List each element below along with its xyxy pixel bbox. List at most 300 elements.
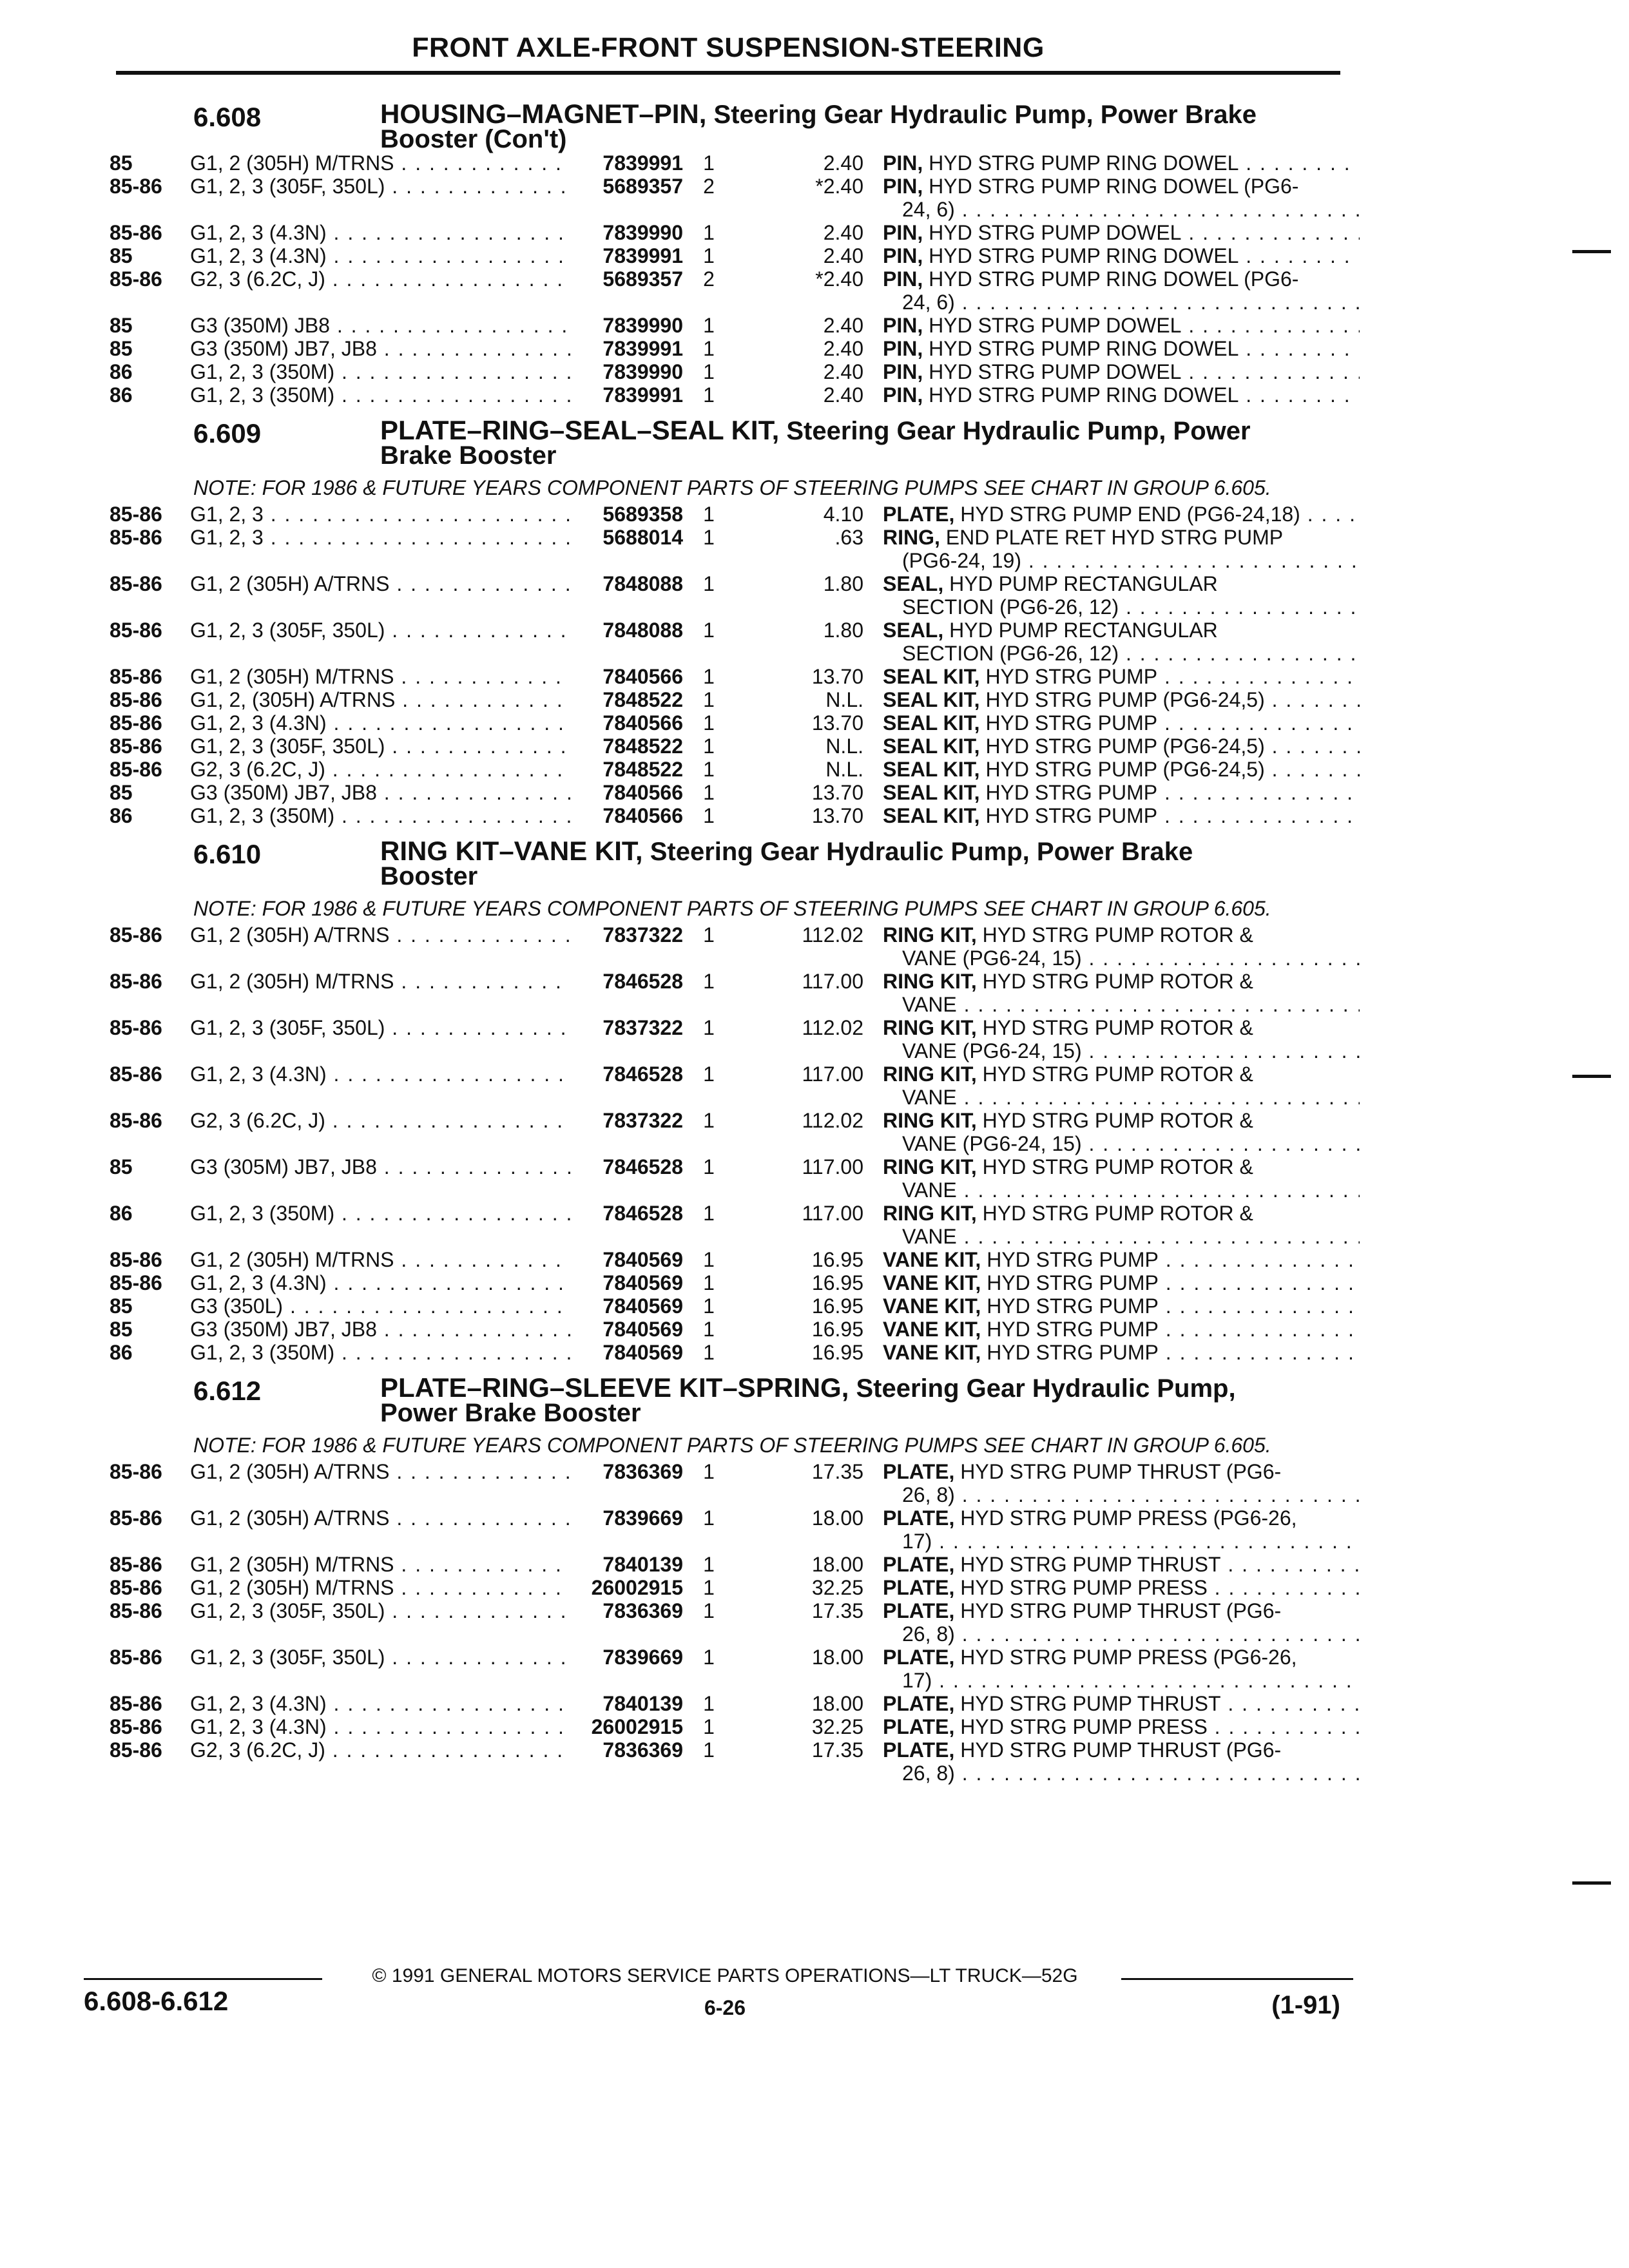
application [190,314,570,337]
description-line [883,1016,1360,1039]
description-line [883,1576,1360,1599]
application [190,1248,570,1271]
description-text: HYD STRG PUMP THRUST [954,1692,1221,1715]
description-line [883,360,1360,383]
quantity: 1 [703,1576,715,1599]
description [883,781,1360,804]
quantity: 1 [703,151,715,175]
section-title [380,99,1360,153]
quantity: 1 [703,619,715,642]
section-note: NOTE: FOR 1986 & FUTURE YEARS COMPONENT PARTS OF STEERING PUMPS SEE CHART IN GROUP 6.605. [193,476,1271,499]
application-text: G1, 2 (305H) M/TRNS . . . [190,1553,570,1576]
page-header-title: FRONT AXLE-FRONT SUSPENSION-STEERING [412,32,1045,63]
application [190,1599,570,1622]
quantity: 1 [703,970,715,993]
model-years: 85-86 [110,1248,162,1271]
model-years: 85-86 [110,619,162,642]
description-noun: RING KIT, [883,923,977,947]
description [883,503,1360,526]
description-text: HYD STRG PUMP RING DOWEL [923,151,1239,175]
table-row [103,360,1360,383]
part-number: 7840569 [602,1294,683,1318]
application [190,1715,570,1738]
quantity: 1 [703,314,715,337]
application [190,665,570,688]
description [883,337,1360,360]
description-line [883,1692,1360,1715]
model-years: 85-86 [110,758,162,781]
table-row [103,758,1360,781]
part-number: 7839991 [602,244,683,267]
quantity: 1 [703,1646,715,1669]
quantity: 1 [703,1294,715,1318]
description [883,1576,1360,1599]
description-line [883,503,1360,526]
description-line [883,267,1360,291]
model-years: 85-86 [110,970,162,993]
description-line [883,1738,1360,1762]
application [190,711,570,735]
price: 112.02 [802,1016,863,1039]
application-text: G1, 2, 3 (4.3N) . . . [190,244,570,267]
part-number: 7840139 [602,1692,683,1715]
description-text: HYD STRG PUMP THRUST (PG6- [954,1599,1282,1622]
quantity: 1 [703,221,715,244]
application [190,1692,570,1715]
quantity: 1 [703,1506,715,1530]
section-title-line [380,836,1360,866]
application-text: G1, 2, 3 . . . [190,503,570,526]
section-title-main: PLATE–RING–SEAL–SEAL KIT, [380,415,780,445]
description-text: HYD STRG PUMP RING DOWEL (PG6- [923,175,1299,198]
description-text: HYD STRG PUMP [981,1271,1159,1294]
description-line [883,572,1360,595]
part-number: 7840569 [602,1271,683,1294]
description-continuation: SECTION (PG6-26, 12) . . . [883,642,1360,665]
application [190,244,570,267]
model-years: 86 [110,383,133,407]
footer-rule-left [84,1978,322,1980]
price: 117.00 [802,970,863,993]
application [190,526,570,549]
table-row [103,151,1360,175]
section-title-line2: Booster [380,862,478,890]
description-continuation: 24, 6) . . . [883,291,1360,314]
model-years: 85-86 [110,1460,162,1483]
model-years: 85 [110,151,133,175]
table-row [103,1062,1360,1109]
table-row [103,735,1360,758]
part-number: 7837322 [602,923,683,947]
price: 18.00 [811,1506,863,1530]
table-row [103,688,1360,711]
description-line [883,244,1360,267]
table-row [103,923,1360,970]
description-line [883,923,1360,947]
description-line [883,151,1360,175]
quantity: 1 [703,1738,715,1762]
part-number: 7836369 [602,1460,683,1483]
price: 4.10 [823,503,863,526]
description [883,1318,1360,1341]
description-line [883,1202,1360,1225]
quantity: 1 [703,804,715,827]
quantity: 1 [703,1341,715,1364]
description-continuation: 26, 8) . . . [883,1762,1360,1785]
part-number: 7848088 [602,572,683,595]
application-text: G1, 2, 3 . . . [190,526,570,549]
description-text: HYD STRG PUMP ROTOR & [976,1016,1253,1039]
part-number: 7848522 [602,758,683,781]
description [883,1692,1360,1715]
application-text: G3 (350L) . . . [190,1294,570,1318]
description [883,244,1360,267]
part-number: 7840139 [602,1553,683,1576]
table-row [103,1553,1360,1576]
section-title-line [380,415,1360,445]
price: 13.70 [811,804,863,827]
application [190,1646,570,1669]
application-text: G3 (350M) JB7, JB8 . . . [190,781,570,804]
application-text: G1, 2, 3 (4.3N) . . . [190,1271,570,1294]
description-text: HYD STRG PUMP [981,1341,1159,1364]
model-years: 85-86 [110,735,162,758]
price: N.L. [825,758,863,781]
application-text: G1, 2, (305H) A/TRNS . . . [190,688,570,711]
description-text: HYD STRG PUMP PRESS (PG6-26, [954,1506,1297,1530]
price: 2.40 [823,360,863,383]
application-text: G1, 2, 3 (4.3N) . . . [190,221,570,244]
application [190,360,570,383]
model-years: 85-86 [110,267,162,291]
application [190,151,570,175]
price: 2.40 [823,383,863,407]
parts-listing [103,90,1360,1785]
description [883,221,1360,244]
description [883,1506,1360,1553]
model-years: 85-86 [110,1738,162,1762]
table-row [103,711,1360,735]
price: 17.35 [811,1599,863,1622]
description-text: HYD STRG PUMP THRUST (PG6- [954,1738,1282,1762]
part-number: 5689358 [602,503,683,526]
application [190,758,570,781]
model-years: 85-86 [110,1715,162,1738]
section-title-rest: Steering Gear Hydraulic Pump, Power Brake [642,838,1193,866]
part-number: 7836369 [602,1738,683,1762]
section-title-line [380,1372,1360,1403]
application [190,503,570,526]
description-line [883,665,1360,688]
section-title [380,1372,1360,1427]
table-row [103,526,1360,572]
description-text: HYD PUMP RECTANGULAR [943,619,1218,642]
description-continuation: VANE . . . [883,1178,1360,1202]
description-text: HYD STRG PUMP [981,1294,1159,1318]
description-continuation: SECTION (PG6-26, 12) . . . [883,595,1360,619]
part-number: 7839990 [602,360,683,383]
price: 112.02 [802,1109,863,1132]
section-title-line [380,99,1360,129]
description-noun: PLATE, [883,1738,955,1762]
description-noun: RING KIT, [883,1062,977,1086]
application-text: G1, 2, 3 (305F, 350L) . . . [190,619,570,642]
quantity: 1 [703,1553,715,1576]
price: 16.95 [811,1248,863,1271]
description-noun: VANE KIT, [883,1341,981,1364]
description-text: HYD STRG PUMP END (PG6-24,18) [954,503,1300,526]
description-noun: PIN, [883,383,923,407]
price: 32.25 [811,1576,863,1599]
description-line [883,1553,1360,1576]
application-text: G1, 2, 3 (4.3N) . . . [190,1062,570,1086]
quantity: 1 [703,1248,715,1271]
price: 16.95 [811,1294,863,1318]
description [883,360,1360,383]
price: 117.00 [802,1062,863,1086]
description-continuation: VANE (PG6-24, 15) . . . [883,1132,1360,1155]
price: 18.00 [811,1646,863,1669]
quantity: 1 [703,572,715,595]
model-years: 85 [110,1155,133,1178]
description [883,758,1360,781]
application [190,1460,570,1483]
application-text: G3 (350M) JB8 . . . [190,314,570,337]
description-line [883,804,1360,827]
description-text: HYD STRG PUMP (PG6-24,5) [979,758,1265,781]
description-text: HYD STRG PUMP RING DOWEL [923,244,1239,267]
description-noun: PIN, [883,244,923,267]
description-text: HYD STRG PUMP ROTOR & [976,1155,1253,1178]
description-noun: VANE KIT, [883,1248,981,1271]
description-noun: SEAL, [883,572,944,595]
description-noun: RING KIT, [883,1155,977,1178]
section-number: 6.609 [193,418,262,448]
model-years: 85-86 [110,221,162,244]
quantity: 1 [703,360,715,383]
edge-tick-mark [1572,1075,1611,1078]
part-number: 7839990 [602,314,683,337]
description [883,267,1360,314]
part-number: 7846528 [602,1202,683,1225]
model-years: 86 [110,804,133,827]
description-noun: VANE KIT, [883,1271,981,1294]
application-text: G1, 2 (305H) M/TRNS . . . [190,1576,570,1599]
application [190,175,570,198]
application-text: G2, 3 (6.2C, J) . . . [190,267,570,291]
description-text: HYD STRG PUMP [979,804,1158,827]
description-noun: SEAL, [883,619,944,642]
part-number: 7839669 [602,1506,683,1530]
model-years: 85-86 [110,688,162,711]
model-years: 85-86 [110,175,162,198]
table-row [103,1271,1360,1294]
price: *2.40 [815,267,863,291]
part-number: 5688014 [602,526,683,549]
quantity: 1 [703,1016,715,1039]
application [190,970,570,993]
quantity: 1 [703,665,715,688]
price: 13.70 [811,781,863,804]
model-years: 85-86 [110,1109,162,1132]
part-number: 7840566 [602,781,683,804]
model-years: 85-86 [110,526,162,549]
description-noun: RING, [883,526,940,549]
description-text: HYD STRG PUMP [981,1248,1159,1271]
description-line [883,175,1360,198]
application-text: G1, 2, 3 (305F, 350L) . . . [190,735,570,758]
application-text: G1, 2, 3 (305F, 350L) . . . [190,175,570,198]
section-title-rest: Steering Gear Hydraulic Pump, Power [779,417,1251,445]
application-text: G1, 2, 3 (305F, 350L) . . . [190,1016,570,1039]
part-number: 7848522 [602,688,683,711]
application-text: G1, 2, 3 (4.3N) . . . [190,711,570,735]
description-continuation: 17) . . . [883,1530,1360,1553]
application [190,1506,570,1530]
model-years: 85-86 [110,1271,162,1294]
part-number: 7839669 [602,1646,683,1669]
section-title [380,415,1360,470]
description-noun: RING KIT, [883,1109,977,1132]
header-rule [116,71,1340,75]
description [883,1062,1360,1109]
application [190,337,570,360]
description-line [883,1599,1360,1622]
description-text: HYD STRG PUMP RING DOWEL [923,337,1239,360]
price: 2.40 [823,151,863,175]
quantity: 1 [703,758,715,781]
price: 13.70 [811,711,863,735]
table-row [103,383,1360,407]
quantity: 1 [703,711,715,735]
description-noun: PLATE, [883,1715,955,1738]
quantity: 1 [703,1202,715,1225]
description-text: HYD STRG PUMP (PG6-24,5) [979,735,1265,758]
footer-section-range: 6.608-6.612 [84,1986,229,2016]
description-text: HYD STRG PUMP [981,1318,1159,1341]
description-noun: PLATE, [883,1692,955,1715]
application [190,1202,570,1225]
description-noun: PIN, [883,175,923,198]
description-line [883,1062,1360,1086]
description-continuation: VANE . . . [883,1086,1360,1109]
table-row [103,244,1360,267]
description-noun: PIN, [883,221,923,244]
price: 1.80 [823,572,863,595]
description [883,711,1360,735]
footer-date-code: (1-91) [1271,1991,1340,2019]
description-text: HYD STRG PUMP ROTOR & [976,1062,1253,1086]
price: 18.00 [811,1692,863,1715]
description-line [883,526,1360,549]
price: 13.70 [811,665,863,688]
description-continuation: VANE (PG6-24, 15) . . . [883,1039,1360,1062]
description-line [883,1248,1360,1271]
description-continuation: 26, 8) . . . [883,1483,1360,1506]
price: 1.80 [823,619,863,642]
application [190,923,570,947]
section-title-line2: Power Brake Booster [380,1399,641,1427]
table-row [103,1576,1360,1599]
price: 16.95 [811,1271,863,1294]
part-number: 7848088 [602,619,683,642]
section-number: 6.608 [193,102,262,132]
description-text: HYD STRG PUMP [979,781,1158,804]
description-text: HYD STRG PUMP [979,665,1158,688]
table-row [103,1738,1360,1785]
table-row [103,1692,1360,1715]
quantity: 2 [703,175,715,198]
application-text: G1, 2 (305H) A/TRNS . . . [190,1506,570,1530]
description-text: HYD STRG PUMP PRESS [954,1715,1208,1738]
section-title-main: RING KIT–VANE KIT, [380,836,643,866]
description [883,572,1360,619]
application-text: G3 (350M) JB7, JB8 . . . [190,1318,570,1341]
application [190,1341,570,1364]
description-line [883,1646,1360,1669]
quantity: 1 [703,781,715,804]
description-line [883,711,1360,735]
edge-tick-mark [1572,1881,1611,1885]
description [883,665,1360,688]
description-line [883,1506,1360,1530]
description-noun: PIN, [883,360,923,383]
model-years: 86 [110,360,133,383]
description-noun: RING KIT, [883,1202,977,1225]
part-number: 7840566 [602,665,683,688]
model-years: 85-86 [110,1646,162,1669]
price: 18.00 [811,1553,863,1576]
description-text: HYD STRG PUMP ROTOR & [976,1109,1253,1132]
description-line [883,1109,1360,1132]
section-title-main: PLATE–RING–SLEEVE KIT–SPRING, [380,1372,849,1403]
application-text: G1, 2, 3 (4.3N) . . . [190,1692,570,1715]
edge-tick-mark [1572,250,1611,253]
description-continuation: 24, 6) . . . [883,198,1360,221]
part-number: 7837322 [602,1016,683,1039]
description [883,314,1360,337]
description [883,1460,1360,1506]
model-years: 85 [110,314,133,337]
description [883,1155,1360,1202]
quantity: 1 [703,735,715,758]
table-row [103,1341,1360,1364]
model-years: 85 [110,781,133,804]
model-years: 85-86 [110,503,162,526]
application [190,619,570,642]
table-row [103,267,1360,314]
description-noun: SEAL KIT, [883,688,980,711]
price: 117.00 [802,1155,863,1178]
section-title-main: HOUSING–MAGNET–PIN, [380,99,707,129]
part-number: 7840569 [602,1341,683,1364]
description [883,1599,1360,1646]
description-text: HYD PUMP RECTANGULAR [943,572,1218,595]
description [883,1016,1360,1062]
table-row [103,1109,1360,1155]
model-years: 85-86 [110,1016,162,1039]
table-row [103,804,1360,827]
part-number: 7839990 [602,221,683,244]
part-number: 7846528 [602,1062,683,1086]
description-continuation: VANE (PG6-24, 15) . . . [883,947,1360,970]
description-text: HYD STRG PUMP PRESS [954,1576,1208,1599]
description-continuation: 26, 8) . . . [883,1622,1360,1646]
description-text: END PLATE RET HYD STRG PUMP [940,526,1284,549]
model-years: 85-86 [110,1599,162,1622]
description-text: HYD STRG PUMP [979,711,1158,735]
application-text: G1, 2, 3 (350M) . . . [190,383,570,407]
